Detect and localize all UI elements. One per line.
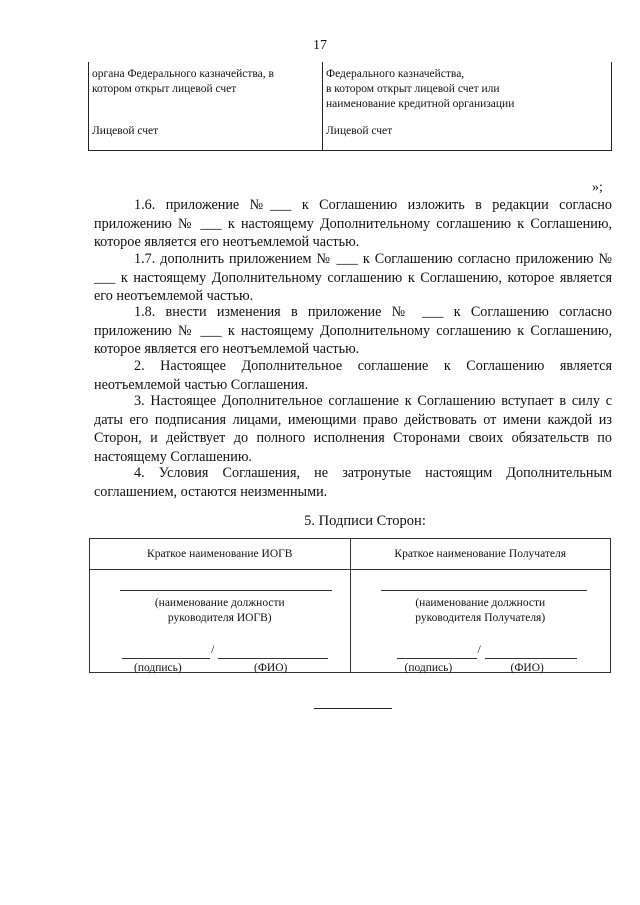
right-slash: / [477,642,481,656]
treasury-left-line-2: котором открыт лицевой счет [92,83,237,95]
left-position-line [120,590,332,591]
right-signature-cell [350,570,611,673]
right-signature-line [397,658,477,659]
paragraph-3-text: 3. Настоящее Дополнительное соглашение к Соглашению вступает в силу с даты его подписания лицами, имеющими право действовать от имени каждой из Сторон, и действует до полного исполнения Сторонами своих обязательств по настоящему Соглашению. [94,393,612,465]
account-details-table [88,62,612,151]
right-party-header-text: Краткое наименование Получателя [394,548,567,560]
right-position-line-1: (наименование должности [415,597,546,609]
account-left-cell [89,119,323,151]
treasury-left-cell [89,62,323,119]
paragraph-4-text: 4. Условия Соглашения, не затронутые настоящим Дополнительным соглашением, остаются неизменными. [94,465,612,500]
left-signature-caption: (подпись) [134,662,182,674]
end-of-document-line [314,708,392,709]
left-name-caption: (ФИО) [254,662,288,674]
account-right-label: Лицевой счет [326,125,393,137]
right-party-header [350,539,611,570]
signatures-title: 5. Подписи Сторон: [304,513,426,529]
paragraph-1-7 [94,250,612,306]
left-position-line-1: (наименование должности [154,597,285,609]
left-position-caption [90,596,350,626]
paragraph-1-6 [94,196,612,252]
paragraph-1-8-text: 1.8. внести изменения в приложение № ___ к Соглашению согласно приложению № ___ к настоящему Дополнительному соглашению к Соглашению, которое является его неотъемлемой частью. [94,304,612,358]
left-party-header-text: Краткое наименование ИОГВ [147,548,293,560]
treasury-right-line-2: в котором открыт лицевой счет или [326,83,500,95]
left-signature-line [122,658,210,659]
page-number: 17 [313,38,327,53]
right-position-caption [351,596,611,626]
right-position-line [381,590,587,591]
account-left-label: Лицевой счет [92,125,159,137]
right-signature-caption: (подпись) [404,662,453,674]
treasury-right-cell [323,62,612,119]
paragraph-2-text: 2. Настоящее Дополнительное соглашение к Соглашению является неотъемлемой частью Соглашения. [94,358,612,393]
account-right-cell [323,119,612,151]
right-position-line-2: руководителя Получателя) [415,612,546,624]
paragraph-2 [94,357,612,394]
paragraph-1-6-text: 1.6. приложение №___ к Соглашению изложить в редакции согласно приложению № ___ к настоящему Дополнительному соглашению к Соглашению, которое является его неотъемлемой частью. [94,197,612,251]
left-position-line-2: руководителя ИОГВ) [167,612,272,624]
right-name-line [485,658,577,659]
signatures-table [89,538,611,673]
paragraph-3 [94,392,612,466]
treasury-left-line-1: органа Федерального казначейства, в [92,68,274,80]
quote-end-mark: »; [592,180,603,195]
treasury-right-line-1: Федерального казначейства, [326,68,465,80]
paragraph-1-7-text: 1.7. дополнить приложением № ___ к Соглашению согласно приложению № ___ к настоящему Дополнительному соглашению к Соглашению, которое является его неотъемлемой частью. [94,251,612,305]
left-signature-cell [90,570,351,673]
left-name-line [218,658,328,659]
left-party-header [90,539,351,570]
right-name-caption: (ФИО) [510,662,544,674]
left-slash: / [211,642,215,656]
paragraph-1-8 [94,303,612,359]
treasury-right-line-3: наименование кредитной организации [326,98,515,110]
paragraph-4 [94,464,612,501]
